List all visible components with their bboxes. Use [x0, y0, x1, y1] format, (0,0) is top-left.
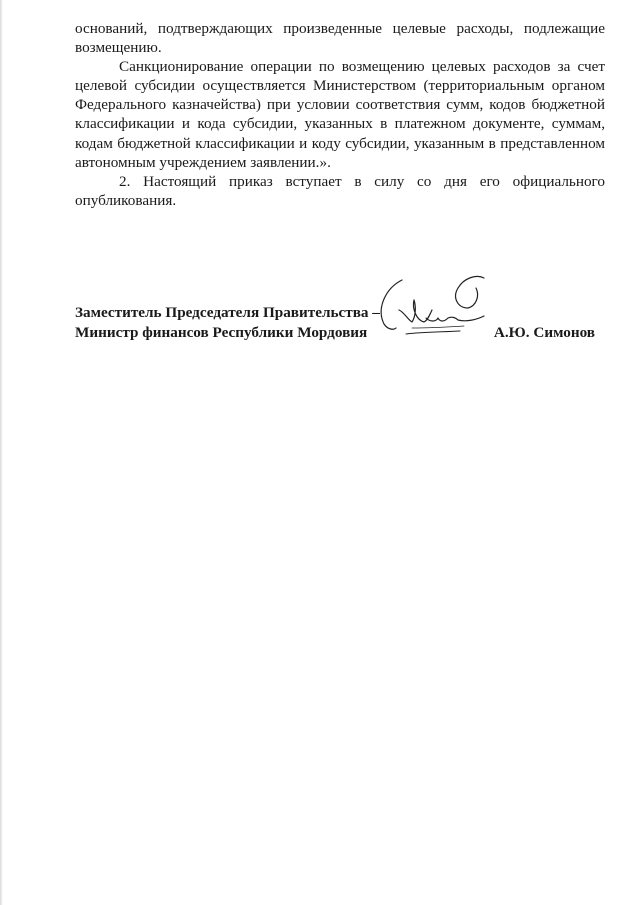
signatory-title — [75, 303, 380, 342]
signatory-title-line-2: Министр финансов Республики Мордовия — [75, 323, 368, 341]
signatory-name: А.Ю. Симонов — [493, 323, 595, 341]
paragraph-effective-date: 2. Настоящий приказ вступает в силу со дня его официального опубликования. — [75, 172, 605, 209]
paragraph-authorization: Санкционирование операции по возмещению целевых расходов за счет целевой субсидии осуществляется Министерством (территориальным органом Федерального казначейства) при условии соответствия сумм, кодов бюджетной классификации и кода субсидии, указанных в платежном документе, суммам, кодам бюджетной классификации и коду субсидии, указанным в представленном автономным учреждением заявлении.». — [75, 58, 605, 171]
paragraph-continuation: оснований, подтверждающих произведенные целевые расходы, подлежащие возмещению. — [75, 20, 605, 57]
document-body — [75, 19, 605, 210]
signatory-title-line-1: Заместитель Председателя Правительства – — [75, 304, 380, 321]
signature-block — [75, 303, 605, 343]
handwritten-signature — [372, 266, 497, 346]
scan-edge — [0, 0, 3, 905]
